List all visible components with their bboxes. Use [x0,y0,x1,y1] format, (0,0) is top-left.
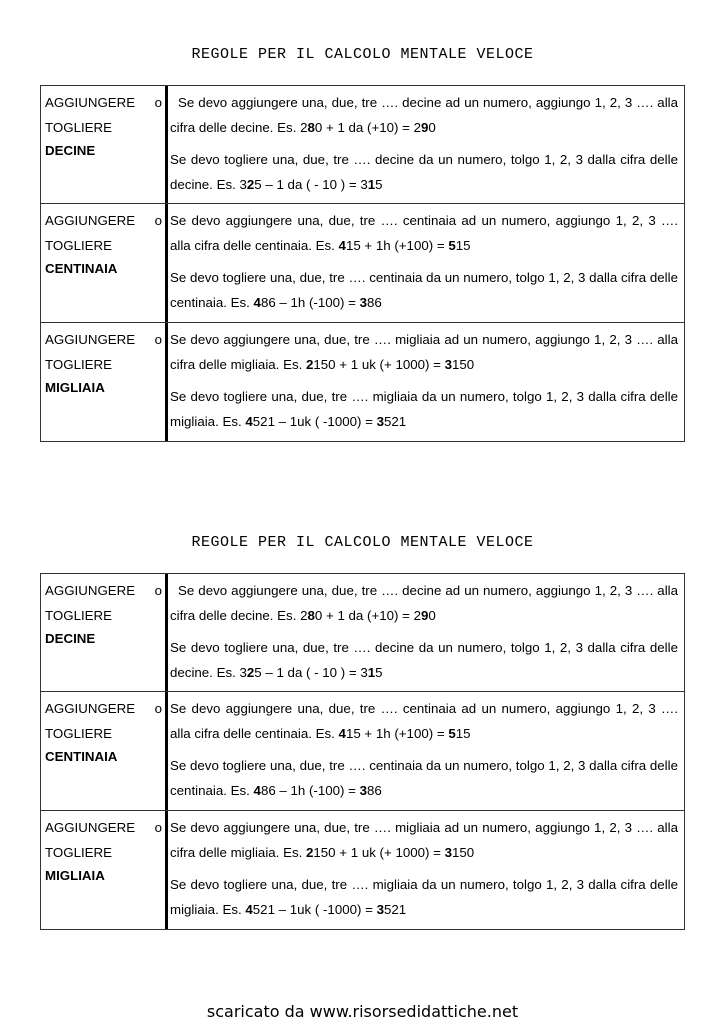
rule-label-cell [41,811,165,929]
op-or-label: o [154,701,162,716]
sub-rule-text: Se devo togliere una, due, tre …. centinaia da un numero, tolgo 1, 2, 3 dalla cifra delle centinaia. Es. 486 – 1h (-100) = 386 [170,758,678,798]
sub-rule-text: Se devo togliere una, due, tre …. decine da un numero, tolgo 1, 2, 3 dalla cifra delle decine. Es. 325 – 1 da ( - 10 ) = 315 [170,640,678,680]
op-add-label: AGGIUNGERE [45,583,136,598]
rule-row-migliaia [41,322,684,441]
rule-label-cell [41,323,165,441]
category-label: CENTINAIA [45,261,118,276]
rule-row-decine [41,574,684,691]
rules-table-bottom [40,573,685,930]
add-rule-text: Se devo aggiungere una, due, tre …. centinaia ad un numero, aggiungo 1, 2, 3 …. alla cifra delle centinaia. Es. 415 + 1h (+100) = 515 [170,701,678,741]
op-add-label: AGGIUNGERE [45,95,136,110]
rule-row-migliaia [41,810,684,929]
rule-text-cell [165,811,684,929]
category-label: MIGLIAIA [45,380,105,395]
rule-text-cell [165,86,684,203]
add-rule-text: Se devo aggiungere una, due, tre …. decine ad un numero, aggiungo 1, 2, 3 …. alla cifra delle decine. Es. 280 + 1 da (+10) = 290 [170,95,678,135]
rule-row-centinaia [41,691,684,810]
page-title-top: REGOLE PER IL CALCOLO MENTALE VELOCE [191,46,534,63]
op-sub-label: TOGLIERE [45,608,112,623]
category-label: DECINE [45,143,96,158]
rule-text-cell [165,574,684,691]
op-or-label: o [154,583,162,598]
add-rule-text: Se devo aggiungere una, due, tre …. decine ad un numero, aggiungo 1, 2, 3 …. alla cifra delle decine. Es. 280 + 1 da (+10) = 290 [170,583,678,623]
rule-text-cell [165,323,684,441]
add-rule-text: Se devo aggiungere una, due, tre …. migliaia ad un numero, aggiungo 1, 2, 3 …. alla cifra delle migliaia. Es. 2150 + 1 uk (+ 1000) = 3150 [170,820,678,860]
rule-label-cell [41,204,165,322]
op-sub-label: TOGLIERE [45,726,112,741]
op-or-label: o [154,95,162,110]
category-label: DECINE [45,631,96,646]
op-sub-label: TOGLIERE [45,845,112,860]
sub-rule-text: Se devo togliere una, due, tre …. centinaia da un numero, tolgo 1, 2, 3 dalla cifra delle centinaia. Es. 486 – 1h (-100) = 386 [170,270,678,310]
rule-label-cell [41,574,165,691]
rule-text-cell [165,692,684,810]
op-or-label: o [154,332,162,347]
op-sub-label: TOGLIERE [45,357,112,372]
op-or-label: o [154,213,162,228]
add-rule-text: Se devo aggiungere una, due, tre …. centinaia ad un numero, aggiungo 1, 2, 3 …. alla cifra delle centinaia. Es. 415 + 1h (+100) = 515 [170,213,678,253]
sub-rule-text: Se devo togliere una, due, tre …. migliaia da un numero, tolgo 1, 2, 3 dalla cifra delle migliaia. Es. 4521 – 1uk ( -1000) = 3521 [170,877,678,917]
rule-label-cell [41,86,165,203]
op-sub-label: TOGLIERE [45,238,112,253]
category-label: CENTINAIA [45,749,118,764]
rule-row-decine [41,86,684,203]
rule-row-centinaia [41,203,684,322]
add-rule-text: Se devo aggiungere una, due, tre …. migliaia ad un numero, aggiungo 1, 2, 3 …. alla cifra delle migliaia. Es. 2150 + 1 uk (+ 1000) = 3150 [170,332,678,372]
category-label: MIGLIAIA [45,868,105,883]
sub-rule-text: Se devo togliere una, due, tre …. migliaia da un numero, tolgo 1, 2, 3 dalla cifra delle migliaia. Es. 4521 – 1uk ( -1000) = 3521 [170,389,678,429]
sub-rule-text: Se devo togliere una, due, tre …. decine da un numero, tolgo 1, 2, 3 dalla cifra delle decine. Es. 325 – 1 da ( - 10 ) = 315 [170,152,678,192]
op-sub-label: TOGLIERE [45,120,112,135]
footer-credit: scaricato da www.risorsedidattiche.net [206,1002,519,1021]
rules-table-top [40,85,685,442]
rule-text-cell [165,204,684,322]
page-title-bottom: REGOLE PER IL CALCOLO MENTALE VELOCE [191,534,534,551]
rule-label-cell [41,692,165,810]
op-add-label: AGGIUNGERE [45,701,136,716]
op-or-label: o [154,820,162,835]
op-add-label: AGGIUNGERE [45,332,136,347]
op-add-label: AGGIUNGERE [45,820,136,835]
op-add-label: AGGIUNGERE [45,213,136,228]
